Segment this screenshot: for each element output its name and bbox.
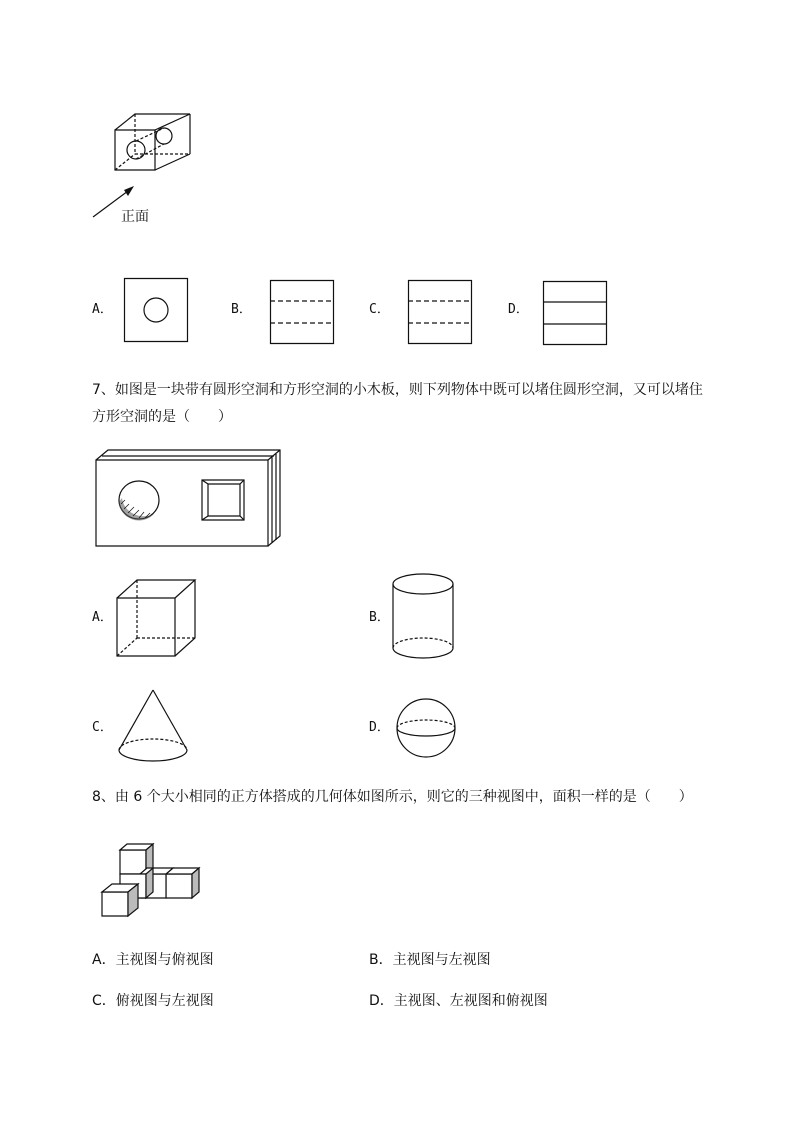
q6-option-d-figure: [543, 281, 607, 345]
q8-stem: 8、由 6 个大小相同的正方体搭成的几何体如图所示，则它的三种视图中，面积一样的是（ ）: [92, 789, 693, 805]
q6-option-d-label[interactable]: D．: [508, 302, 529, 317]
six-cubes-figure: [100, 842, 204, 918]
front-label: 正面: [121, 209, 149, 225]
q7-stem-line1: 7、如图是一块带有圆形空洞和方形空洞的小木板，则下列物体中既可以堵住圆形空洞，又可以堵住: [92, 382, 703, 398]
q7-stem-line2: 方形空洞的是（ ）: [92, 409, 232, 425]
q7-option-c-label[interactable]: C．: [92, 720, 113, 735]
q7-option-d-label[interactable]: D．: [369, 720, 390, 735]
board-with-holes-figure: [94, 446, 284, 548]
q6-option-c-figure: [408, 280, 472, 344]
q8-option-b[interactable]: B．主视图与左视图: [369, 952, 491, 968]
q6-option-a-label[interactable]: A．: [92, 302, 113, 317]
cone-icon: [116, 688, 190, 766]
q7-option-a-label[interactable]: A．: [92, 610, 113, 625]
q8-option-a[interactable]: A．主视图与俯视图: [92, 952, 214, 968]
sphere-icon: [394, 696, 458, 760]
q7-option-b-label[interactable]: B．: [369, 610, 390, 625]
cylinder-icon: [390, 572, 456, 662]
q8-option-d[interactable]: D．主视图、左视图和俯视图: [369, 993, 548, 1009]
q6-option-c-label[interactable]: C．: [369, 302, 390, 317]
q6-option-b-label[interactable]: B．: [231, 302, 252, 317]
cube-icon: [116, 578, 198, 658]
q6-option-b-figure: [270, 280, 334, 344]
q6-option-a-figure: [124, 278, 188, 342]
q8-option-c[interactable]: C．俯视图与左视图: [92, 993, 214, 1009]
